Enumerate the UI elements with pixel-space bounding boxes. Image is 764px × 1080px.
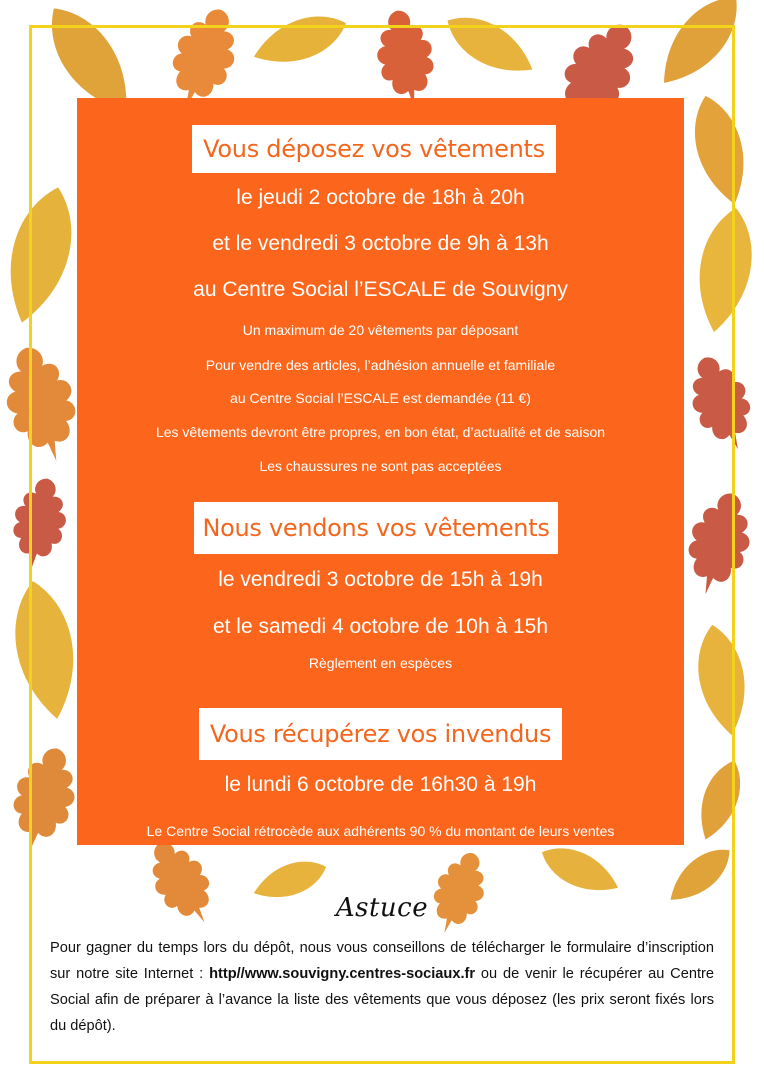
tip-text-before: Pour gagner du temps lors du dépôt, nous vous conseillons de télécharger le formulaire d’inscription sur notre site Internet : [50, 940, 714, 982]
deposit-rule: Pour vendre des articles, l’adhésion annuelle et familiale [205, 357, 556, 373]
deposit-heading: Vous déposez vos vêtements [192, 125, 556, 173]
pickup-note: Le Centre Social rétrocède aux adhérents 90 % du montant de leurs ventes [146, 823, 615, 839]
website-link[interactable]: http//www.souvigny.centres-sociaux.fr [209, 966, 476, 982]
sale-payment-note: Règlement en espèces [308, 655, 453, 671]
deposit-rule: Les chaussures ne sont pas acceptées [259, 458, 502, 474]
deposit-location: au Centre Social l’ESCALE de Souvigny [193, 278, 568, 301]
tip-paragraph [50, 935, 714, 1039]
deposit-rule: Les vêtements devront être propres, en bon état, d’actualité et de saison [155, 424, 606, 440]
tip-text-after: ou de venir le récupérer au Centre Social afin de préparer à l’avance la liste des vêtements que vous déposez (les prix seront fixés lors du dépôt). [50, 966, 714, 1034]
info-panel [77, 98, 684, 845]
pickup-heading: Vous récupérez vos invendus [199, 708, 562, 760]
deposit-date-2: et le vendredi 3 octobre de 9h à 13h [212, 232, 549, 255]
sale-date-2: et le samedi 4 octobre de 10h à 15h [212, 615, 549, 638]
sale-heading: Nous vendons vos vêtements [194, 502, 558, 554]
deposit-rule: Un maximum de 20 vêtements par déposant [242, 322, 519, 338]
pickup-date: le lundi 6 octobre de 16h30 à 19h [224, 773, 537, 796]
deposit-rule: au Centre Social l’ESCALE est demandée (11 €) [230, 390, 531, 406]
sale-date-1: le vendredi 3 octobre de 15h à 19h [218, 568, 543, 591]
deposit-date-1: le jeudi 2 octobre de 18h à 20h [236, 186, 525, 209]
tip-title: Astuce [335, 893, 429, 923]
